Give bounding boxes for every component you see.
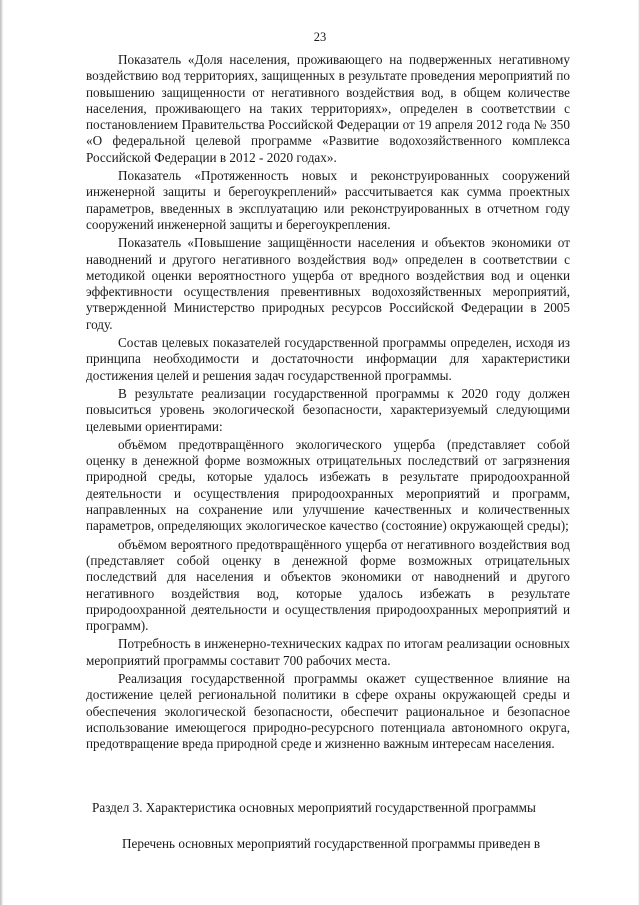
paragraph-regional-policy-impact: Реализация государственной программы окажет существенное влияние на достижение целей региональной политики в сфере охраны окружающей среды и обеспечения экологической безопасности, обеспечит рациональное и безопасное использование имеющегося природно-ресурсного потенциала автономного округа, предотвращение вреда природной среде и жизненно важным интересам населения. <box>86 670 570 752</box>
paragraph-ecological-damage: объёмом предотвращённого экологического ущерба (представляет собой оценку в денежной форме возможных отрицательных последствий от загрязнения природной среды, которые удалось избежать в результате природоохранной деятельности и осуществления природоохранных мероприятий и программ, направленных на сохранение или улучшение качественных и количественных параметров, определяющих экологическое качество (состояние) окружающей среды); <box>86 436 570 534</box>
paragraph-program-results: В результате реализации государственной программы к 2020 году должен повыситься уровень экологической безопасности, характеризуемый следующими целевыми ориентирами: <box>86 385 570 434</box>
scan-edge-left <box>0 0 3 905</box>
paragraph-indicators-composition: Состав целевых показателей государственной программы определен, исходя из принципа необходимости и достаточности информации для характеристики достижения целей и решения задач государственной программы. <box>86 335 570 383</box>
paragraph-indicator-protection-increase: Показатель «Повышение защищённости населения и объектов экономики от наводнений и другого негативного воздействия вод» определен в соответствии с методикой оценки вероятностного ущерба от вредного воздействия вод и оценки эффективности осуществления превентивных водохозяйственных мероприятий, утвержденной Министерство природных ресурсов Российской Федерации в 2005 году. <box>86 235 570 332</box>
paragraph-indicator-population-share: Показатель «Доля населения, проживающего на подверженных негативному воздействию вод территориях, защищенных в результате проведения мероприятий по повышению защищенности от негативного воздействия вод, в общем количестве населения, проживающего на таких территориях», определен в соответствии с постановлением Правительства Российской Федерации от 19 апреля 2012 года № 350 «О федеральной целевой программе «Развитие водохозяйственного комплекса Российской Федерации в 2012 - 2020 годах». <box>86 52 570 165</box>
page-number: 23 <box>313 30 327 44</box>
continuation-line: Перечень основных мероприятий государственной программы приведен в <box>122 836 541 851</box>
body-text <box>86 52 570 754</box>
paragraph-staff-need: Потребность в инженерно-технических кадрах по итогам реализации основных мероприятий программы составит 700 рабочих места. <box>86 636 570 668</box>
paragraph-water-damage: объёмом вероятного предотвращённого ущерба от негативного воздействия вод (представляет собой оценку в денежной форме возможных отрицательных последствий для населения и объектов экономики от наводнений и другого негативного воздействия вод, которые удалось избежать в результате природоохранной деятельности и осуществления природоохранных мероприятий и программ). <box>86 536 570 634</box>
paragraph-indicator-structures-length: Показатель «Протяженность новых и реконструированных сооружений инженерной защиты и берегоукреплений» рассчитывается как сумма проектных параметров, введенных в эксплуатацию или реконструированных в отчетном году сооружений инженерной защиты и берегоукрепления. <box>86 168 570 232</box>
section-heading: Раздел 3. Характеристика основных мероприятий государственной программы <box>92 800 536 815</box>
